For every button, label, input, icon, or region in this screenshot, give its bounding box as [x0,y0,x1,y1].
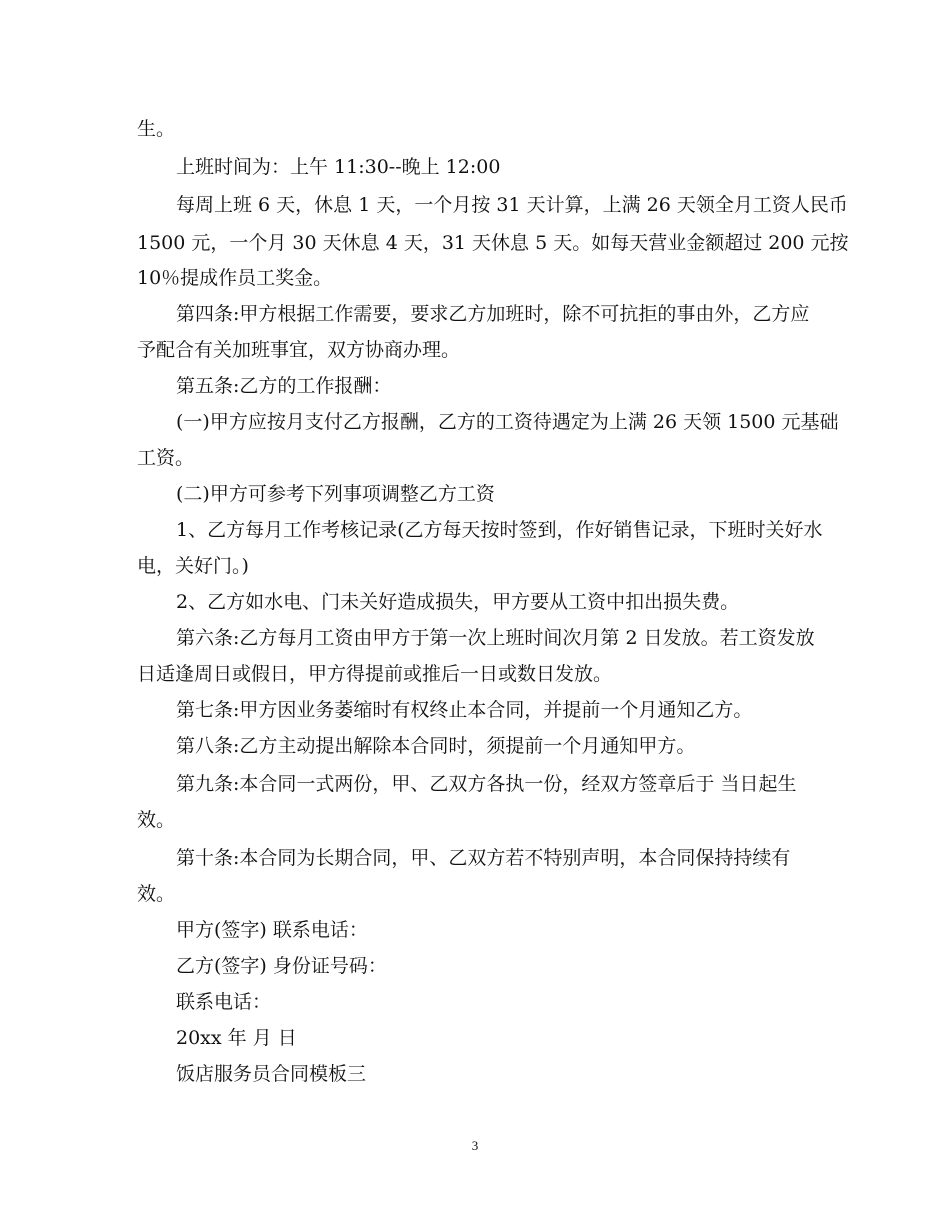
text-line: 效。 [137,883,176,905]
text-line: 第六条:乙方每月工资由甲方于第一次上班时间次月第 2 日发放。若工资发放 [176,627,815,649]
text-line: 第七条:甲方因业务萎缩时有权终止本合同，并提前一个月通知乙方。 [176,699,753,721]
text-line: 联系电话： [176,991,272,1013]
text-line: 第十条:本合同为长期合同，甲、乙双方若不特别声明，本合同保持持续有 [176,847,791,869]
text-line: 甲方(签字) 联系电话： [176,919,368,941]
text-line: 2、乙方如水电、门未关好造成损失，甲方要从工资中扣出损失费。 [176,591,740,613]
text-line: 日适逢周日或假日，甲方得提前或推后一日或数日发放。 [137,663,613,685]
text-line: 效。 [137,809,176,831]
text-line: 第四条:甲方根据工作需要，要求乙方加班时，除不可抗拒的事由外，乙方应 [176,303,810,325]
text-line: 予配合有关加班事宜，双方协商办理。 [137,339,461,361]
text-line: 10％提成作员工奖金。 [137,267,333,289]
text-line: 电，关好门。) [137,555,249,577]
text-line: 每周上班 6 天，休息 1 天，一个月按 31 天计算，上满 26 天领全月工资人民币 [176,194,848,216]
text-line: 工资。 [137,447,195,469]
page-number: 3 [471,1138,479,1153]
text-line: 第八条:乙方主动提出解除本合同时，须提前一个月通知甲方。 [176,735,696,757]
text-line: 1500 元，一个月 30 天休息 4 天，31 天休息 5 天。如每天营业金额超过 200 元按 [137,232,849,254]
text-line: (一)甲方应按月支付乙方报酬，乙方的工资待遇定为上满 26 天领 1500 元基础 [176,411,839,433]
text-line: 生。 [137,118,176,140]
text-line: 上班时间为：上午 11:30--晚上 12:00 [176,156,501,178]
text-line: 第九条:本合同一式两份，甲、乙双方各执一份，经双方签章后于 当日起生 [176,773,797,795]
text-line: (二)甲方可参考下列事项调整乙方工资 [176,483,495,505]
text-line: 饭店服务员合同模板三 [176,1063,367,1085]
text-line: 第五条:乙方的工作报酬： [176,375,392,397]
text-line: 20xx 年 月 日 [176,1027,297,1049]
text-line: 1、乙方每月工作考核记录(乙方每天按时签到，作好销售记录，下班时关好水 [176,519,823,541]
text-line: 乙方(签字) 身份证号码： [176,955,387,977]
